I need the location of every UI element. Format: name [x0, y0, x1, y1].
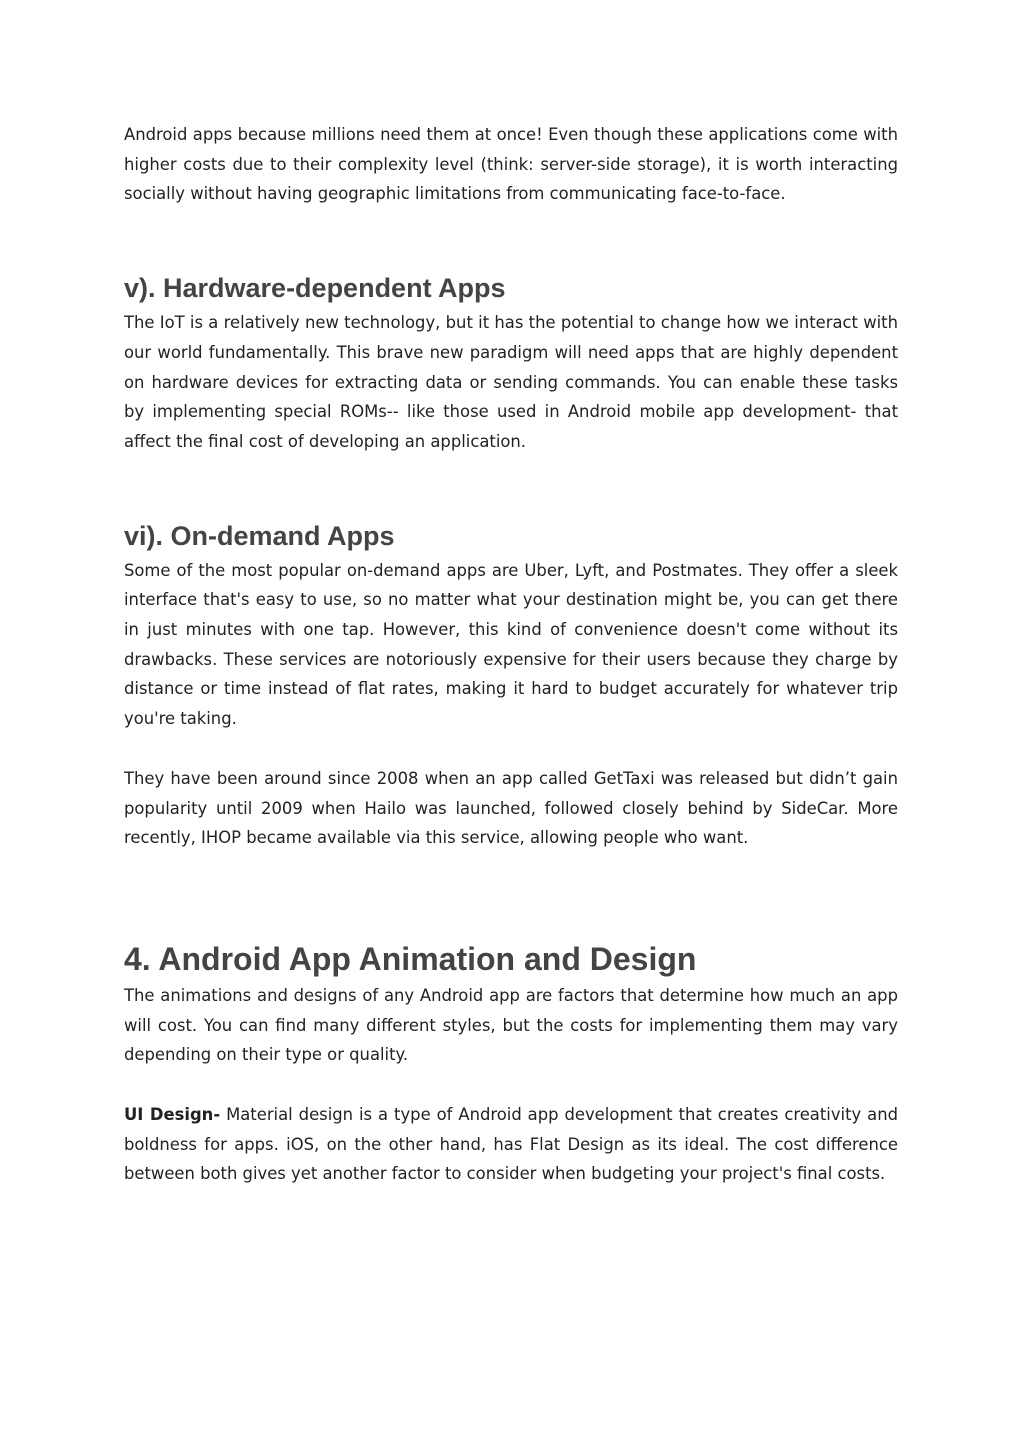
hardware-apps-heading: v). Hardware-dependent Apps — [124, 273, 506, 304]
hardware-apps-paragraph: The IoT is a relatively new technology, but it has the potential to change how we interact with our world fundamentally. This brave new paradigm will need apps that are highly dependent on hardware devices for extracting data or sending commands. You can enable these tasks by implementing special ROMs-- like those used in Android mobile app development- that affect the final cost of developing an application. — [124, 313, 898, 451]
ui-design-text: Material design is a type of Android app development that creates creativity and boldness for apps. iOS, on the other hand, has Flat Design as its ideal. The cost difference between both gives yet another factor to consider when budgeting your project's final costs. — [124, 1105, 898, 1184]
document-page — [124, 120, 898, 1189]
ui-design-label: UI Design- — [124, 1105, 221, 1125]
ondemand-apps-paragraph-2: They have been around since 2008 when an app called GetTaxi was released but didn’t gain popularity until 2009 when Hailo was launched, followed closely behind by SideCar. More recently, IHOP became available via this service, allowing people who want. — [124, 768, 898, 848]
ui-design-paragraph — [124, 1100, 898, 1189]
ondemand-apps-paragraph-1: Some of the most popular on-demand apps are Uber, Lyft, and Postmates. They offer a sleek interface that's easy to use, so no matter what your destination might be, you can get there in just minutes with one tap. However, this kind of convenience doesn't come without its drawbacks. These services are notoriously expensive for their users because they charge by distance or time instead of flat rates, making it hard to budget accurately for whatever trip you're taking. — [124, 560, 898, 729]
intro-paragraph: Android apps because millions need them at once! Even though these applications come with higher costs due to their complexity level (think: server-side storage), it is worth interacting socially without having geographic limitations from communicating face-to-face. — [124, 125, 898, 204]
animation-design-heading: 4. Android App Animation and Design — [124, 940, 697, 977]
animation-design-paragraph: The animations and designs of any Android app are factors that determine how much an app will cost. You can find many different styles, but the costs for implementing them may vary depending on their type or quality. — [124, 985, 898, 1065]
ondemand-apps-heading: vi). On-demand Apps — [124, 520, 395, 551]
